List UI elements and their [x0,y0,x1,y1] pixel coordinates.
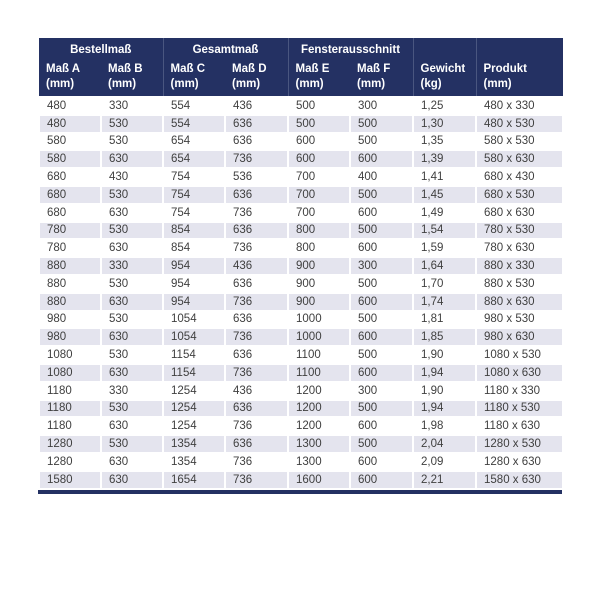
cell: 954 [163,293,225,311]
column-unit: (mm) [483,77,512,90]
cell: 680 x 630 [476,204,563,222]
cell: 880 [39,257,101,275]
column-label: Maß D [232,62,267,75]
product-spec-table-container [38,38,562,494]
cell: 680 [39,186,101,204]
cell: 1180 [39,382,101,400]
table-body [39,97,563,489]
cell: 1200 [288,382,350,400]
table-row [39,115,563,133]
column-header-cell [39,59,101,97]
cell: 980 [39,311,101,329]
cell: 1254 [163,382,225,400]
table-row [39,204,563,222]
column-header-cell [288,59,350,97]
cell: 900 [288,257,350,275]
column-header-cell [225,59,288,97]
cell: 1154 [163,346,225,364]
cell: 736 [225,239,288,257]
cell: 800 [288,222,350,240]
cell: 854 [163,239,225,257]
cell: 1000 [288,328,350,346]
table-row [39,239,563,257]
cell: 630 [101,417,163,435]
cell: 300 [350,257,413,275]
cell: 630 [101,364,163,382]
cell: 880 [39,293,101,311]
cell: 1580 x 630 [476,471,563,489]
cell: 636 [225,133,288,151]
column-header-cell [476,59,563,97]
cell: 600 [350,293,413,311]
cell: 1200 [288,417,350,435]
cell: 630 [101,471,163,489]
cell: 854 [163,222,225,240]
cell: 780 [39,239,101,257]
table-row [39,435,563,453]
column-unit: (mm) [108,77,137,90]
cell: 1100 [288,364,350,382]
cell: 736 [225,453,288,471]
column-label: Maß F [357,62,391,75]
cell: 436 [225,257,288,275]
column-header-cell [101,59,163,97]
cell: 530 [101,346,163,364]
cell: 630 [101,293,163,311]
table-row [39,275,563,293]
cell: 600 [350,239,413,257]
cell: 630 [101,204,163,222]
column-header-row [39,59,563,97]
table-row [39,257,563,275]
column-label: Maß C [170,62,206,75]
cell: 1080 x 630 [476,364,563,382]
cell: 700 [288,204,350,222]
cell: 754 [163,168,225,186]
column-header-cell [163,59,225,97]
cell: 736 [225,150,288,168]
cell: 500 [288,97,350,115]
cell: 880 x 330 [476,257,563,275]
cell: 1054 [163,311,225,329]
table-row [39,97,563,115]
cell: 880 x 630 [476,293,563,311]
cell: 680 x 430 [476,168,563,186]
table-row [39,328,563,346]
cell: 600 [350,150,413,168]
cell: 1,39 [413,150,476,168]
cell: 1,35 [413,133,476,151]
cell: 430 [101,168,163,186]
column-label: Produkt [483,62,527,75]
cell: 500 [350,186,413,204]
cell: 736 [225,364,288,382]
cell: 680 [39,168,101,186]
cell: 554 [163,97,225,115]
cell: 636 [225,115,288,133]
cell: 530 [101,311,163,329]
table-row [39,453,563,471]
cell: 500 [350,435,413,453]
cell: 1,90 [413,382,476,400]
cell: 680 [39,204,101,222]
cell: 1200 [288,400,350,418]
cell: 330 [101,382,163,400]
cell: 600 [350,204,413,222]
cell: 1000 [288,311,350,329]
cell: 580 [39,150,101,168]
cell: 1254 [163,417,225,435]
column-unit: (mm) [170,77,199,90]
cell: 1,49 [413,204,476,222]
cell: 600 [350,471,413,489]
cell: 736 [225,417,288,435]
column-unit: (mm) [357,77,386,90]
cell: 600 [288,150,350,168]
cell: 736 [225,293,288,311]
cell: 654 [163,133,225,151]
cell: 700 [288,186,350,204]
cell: 636 [225,435,288,453]
cell: 630 [101,239,163,257]
table-row [39,311,563,329]
cell: 530 [101,400,163,418]
cell: 900 [288,275,350,293]
cell: 780 [39,222,101,240]
cell: 1,98 [413,417,476,435]
cell: 1280 x 530 [476,435,563,453]
table-row [39,186,563,204]
table-row [39,168,563,186]
cell: 1280 [39,435,101,453]
cell: 580 x 530 [476,133,563,151]
cell: 600 [350,453,413,471]
group-header-cell: Gesamtmaß [163,38,288,59]
cell: 780 x 530 [476,222,563,240]
cell: 1,74 [413,293,476,311]
column-header-cell [350,59,413,97]
cell: 330 [101,257,163,275]
cell: 880 x 530 [476,275,563,293]
group-header-cell: Bestellmaß [39,38,163,59]
cell: 600 [288,133,350,151]
cell: 780 x 630 [476,239,563,257]
group-header-cell [476,38,563,59]
cell: 754 [163,186,225,204]
cell: 1154 [163,364,225,382]
cell: 480 [39,115,101,133]
cell: 1180 x 630 [476,417,563,435]
cell: 636 [225,222,288,240]
cell: 500 [350,311,413,329]
cell: 500 [350,222,413,240]
cell: 736 [225,471,288,489]
column-label: Gewicht [420,62,466,75]
cell: 1,59 [413,239,476,257]
cell: 736 [225,328,288,346]
cell: 1,94 [413,400,476,418]
cell: 1,45 [413,186,476,204]
cell: 1,70 [413,275,476,293]
cell: 680 x 530 [476,186,563,204]
group-header-row [39,38,563,59]
cell: 1080 x 530 [476,346,563,364]
cell: 636 [225,275,288,293]
cell: 500 [350,133,413,151]
cell: 500 [288,115,350,133]
column-label: Maß B [108,62,143,75]
column-unit: (kg) [420,77,442,90]
table-row [39,346,563,364]
table-bottom-border [38,490,562,494]
cell: 1,90 [413,346,476,364]
cell: 980 [39,328,101,346]
cell: 330 [101,97,163,115]
table-header [39,38,563,97]
table-row [39,293,563,311]
cell: 1100 [288,346,350,364]
cell: 1180 [39,400,101,418]
cell: 800 [288,239,350,257]
cell: 954 [163,275,225,293]
table-row [39,364,563,382]
cell: 1280 x 630 [476,453,563,471]
cell: 1600 [288,471,350,489]
cell: 630 [101,328,163,346]
column-label: Maß A [46,62,81,75]
group-header-cell: Fensterausschnitt [288,38,413,59]
cell: 480 x 330 [476,97,563,115]
table-row [39,417,563,435]
cell: 1,64 [413,257,476,275]
cell: 500 [350,275,413,293]
cell: 600 [350,328,413,346]
cell: 1054 [163,328,225,346]
cell: 580 x 630 [476,150,563,168]
table-row [39,400,563,418]
cell: 500 [350,115,413,133]
cell: 736 [225,204,288,222]
column-label: Maß E [295,62,330,75]
cell: 1300 [288,435,350,453]
cell: 536 [225,168,288,186]
cell: 636 [225,400,288,418]
cell: 554 [163,115,225,133]
cell: 530 [101,222,163,240]
cell: 1354 [163,435,225,453]
cell: 400 [350,168,413,186]
table-row [39,133,563,151]
cell: 500 [350,346,413,364]
table-row [39,382,563,400]
cell: 530 [101,186,163,204]
cell: 1280 [39,453,101,471]
cell: 530 [101,133,163,151]
cell: 636 [225,311,288,329]
cell: 630 [101,453,163,471]
cell: 2,21 [413,471,476,489]
cell: 630 [101,150,163,168]
cell: 1580 [39,471,101,489]
table-row [39,222,563,240]
product-spec-table [38,38,564,490]
cell: 980 x 630 [476,328,563,346]
cell: 1,25 [413,97,476,115]
cell: 1080 [39,346,101,364]
cell: 1180 x 530 [476,400,563,418]
column-unit: (mm) [46,77,75,90]
cell: 900 [288,293,350,311]
cell: 600 [350,364,413,382]
cell: 1254 [163,400,225,418]
cell: 480 x 530 [476,115,563,133]
cell: 436 [225,382,288,400]
cell: 580 [39,133,101,151]
cell: 480 [39,97,101,115]
cell: 636 [225,346,288,364]
cell: 300 [350,382,413,400]
column-header-cell [413,59,476,97]
column-unit: (mm) [295,77,324,90]
cell: 980 x 530 [476,311,563,329]
cell: 636 [225,186,288,204]
cell: 754 [163,204,225,222]
table-row [39,150,563,168]
table-row [39,471,563,489]
cell: 530 [101,275,163,293]
cell: 1,30 [413,115,476,133]
cell: 954 [163,257,225,275]
cell: 2,04 [413,435,476,453]
cell: 1,94 [413,364,476,382]
cell: 1,41 [413,168,476,186]
cell: 1354 [163,453,225,471]
cell: 600 [350,417,413,435]
cell: 654 [163,150,225,168]
cell: 530 [101,115,163,133]
cell: 1,81 [413,311,476,329]
group-header-cell [413,38,476,59]
column-unit: (mm) [232,77,261,90]
cell: 530 [101,435,163,453]
cell: 2,09 [413,453,476,471]
cell: 1654 [163,471,225,489]
cell: 1180 [39,417,101,435]
cell: 436 [225,97,288,115]
cell: 1300 [288,453,350,471]
cell: 880 [39,275,101,293]
cell: 1180 x 330 [476,382,563,400]
cell: 1080 [39,364,101,382]
cell: 500 [350,400,413,418]
cell: 1,85 [413,328,476,346]
cell: 1,54 [413,222,476,240]
cell: 300 [350,97,413,115]
cell: 700 [288,168,350,186]
